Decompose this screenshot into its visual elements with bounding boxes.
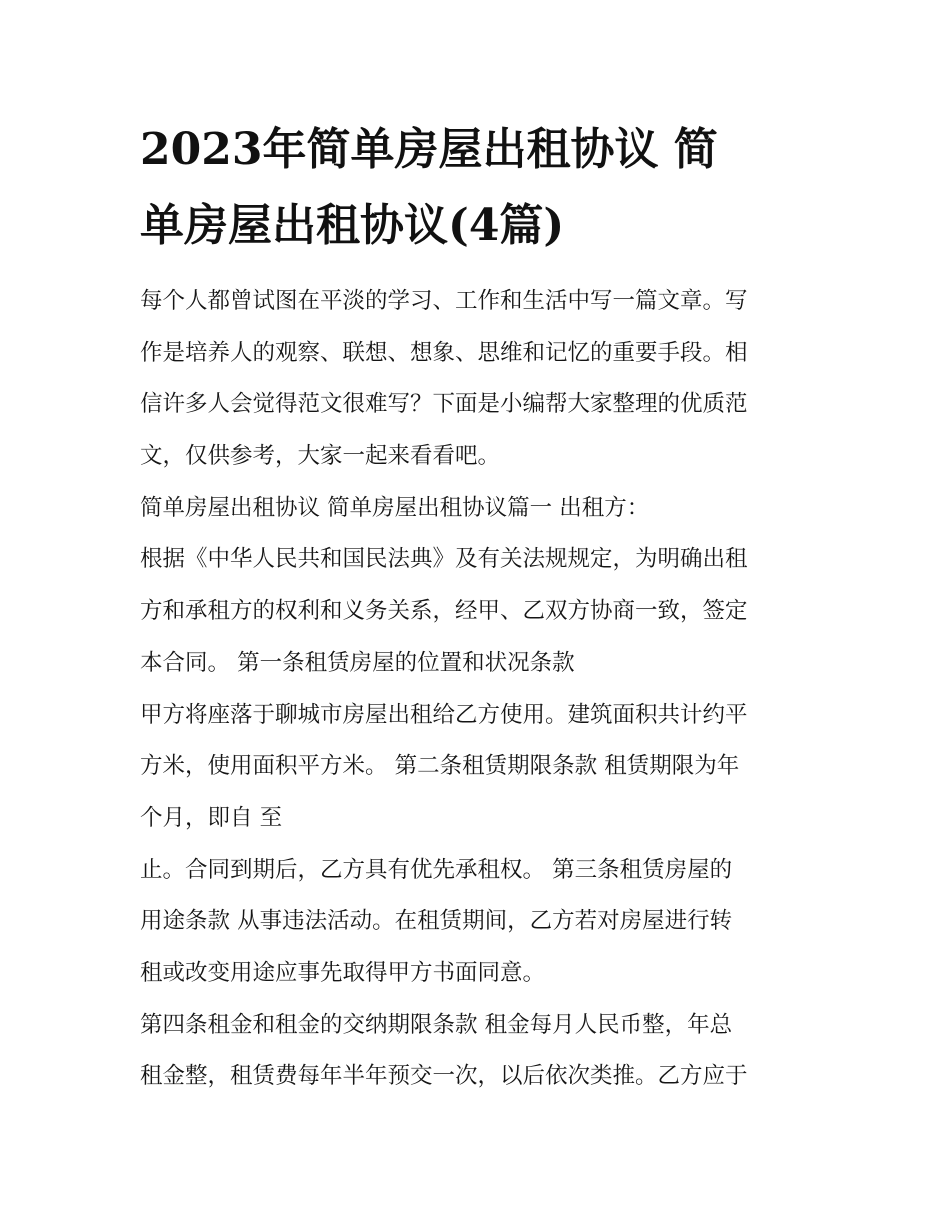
text-line: 租金整，租赁费每年半年预交一次，以后依次类推。乙方应于 xyxy=(140,1063,748,1090)
text-line: 每个人都曾试图在平淡的学习、工作和生活中写一篇文章。写 xyxy=(140,288,748,314)
text-line: 方米，使用面积平方米。 第二条租赁期限条款 租赁期限为年 xyxy=(140,753,740,780)
text-line: 租或改变用途应事先取得甲方书面同意。 xyxy=(140,959,546,986)
text-line: 甲方将座落于聊城市房屋出租给乙方使用。建筑面积共计约平 xyxy=(140,701,748,728)
text-line: 文，仅供参考，大家一起来看看吧。 xyxy=(140,443,501,470)
text-line: 信许多人会觉得范文很难写？下面是小编帮大家整理的优质范 xyxy=(140,391,748,418)
document-body xyxy=(140,276,820,1103)
text-line: 止。合同到期后，乙方具有优先承租权。 第三条租赁房屋的 xyxy=(140,856,733,883)
text-line: 个月，即自 至 xyxy=(140,804,283,831)
text-line: 本合同。 第一条租赁房屋的位置和状况条款 xyxy=(140,649,575,676)
text-line: 作是培养人的观察、联想、想象、思维和记忆的重要手段。相 xyxy=(140,339,748,366)
text-line: 第四条租金和租金的交纳期限条款 租金每月人民币整，年总 xyxy=(140,1011,733,1038)
text-line: 根据《中华人民共和国民法典》及有关法规规定，为明确出租 xyxy=(140,546,748,573)
title-line: 单房屋出租协议(4篇) xyxy=(140,200,565,251)
text-line: 用途条款 从事违法活动。在租赁期间，乙方若对房屋进行转 xyxy=(140,908,733,935)
title-line: 2023年简单房屋出租协议 简 xyxy=(140,124,718,175)
text-line: 方和承租方的权利和义务关系，经甲、乙双方协商一致，签定 xyxy=(140,598,748,625)
document-title xyxy=(140,112,820,264)
text-line: 简单房屋出租协议 简单房屋出租协议篇一 出租方： xyxy=(140,494,650,521)
